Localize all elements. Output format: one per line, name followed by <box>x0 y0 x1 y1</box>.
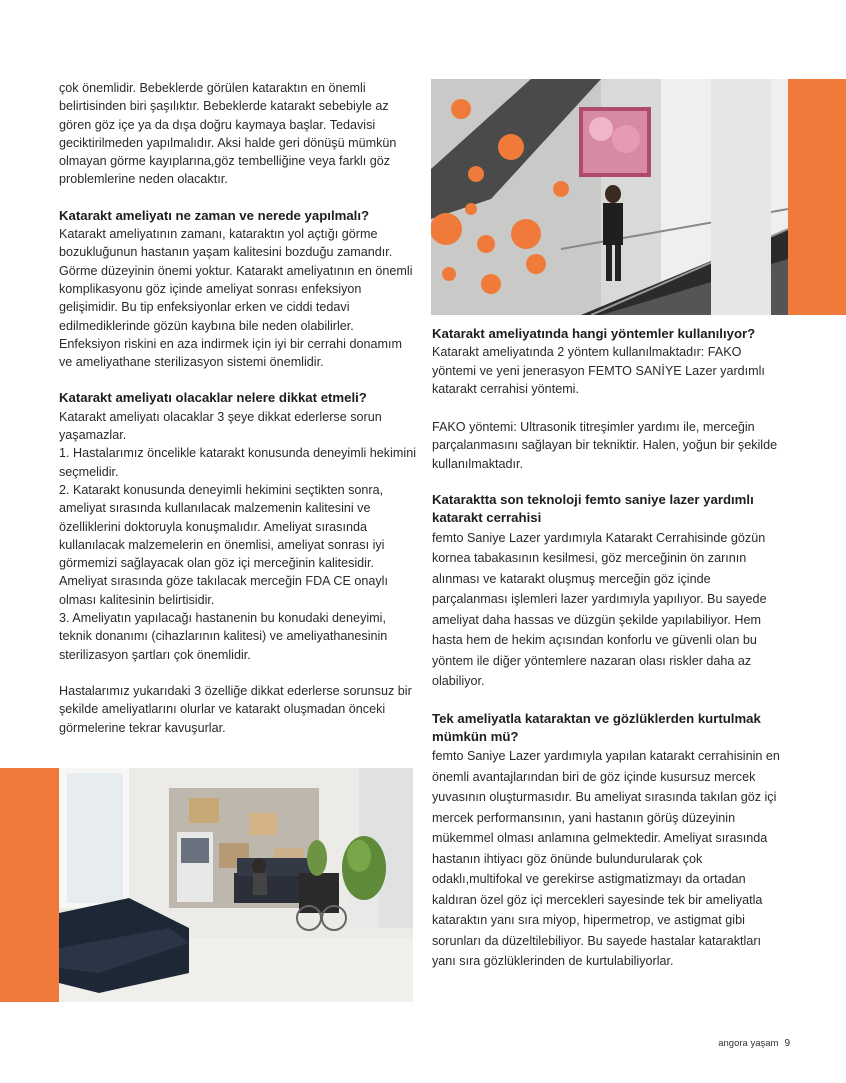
left-column <box>59 79 417 737</box>
paragraph-glasses: femto Saniye Lazer yardımıyla yapılan katarakt cerrahisinin en önemli avantajlarından biri de göz içinde kusursuz mercek yuvasının oluşturmasıdır. Bu ameliyat sırasında takılan göz içi mercek performansının, yani hastanın görüş düzeyinin mükemmel olması anlamına gelmektedir. Ameliyat sırasında hastanın ihtiyacı göz önünde bulundurularak çok odaklı,multifokal ve gerekirse astigmatizmayı da ortadan kaldıran özel göz içi mercekleri sayesinde tek bir ameliyatla kataraktın yanı sıra miyop, hipermetrop, ve astigmat gibi sorunları da düzeltilebiliyor. Bu sayede hastalar kataraktları yanı sıra gözlüklerinden de kurtulabiliyorlar. <box>432 749 780 969</box>
list-item: 2. Katarakt konusunda deneyimli hekimini seçtikten sonra, ameliyat sırasında kullanılacak malzemenin kalitesini ve özelliklerini doktoruyla konuşmalıdır. Ameliyat sırasında kullanılacak malzemelerin en önemlisi, ameliyat sonrası iyi görmemizi sağlayacak olan göz içi merceğinin kalitesidir. Ameliyat sırasında göze takılacak merceğin FDA CE onaylı olması kalitesinin belirtisidir. <box>59 482 388 607</box>
page-footer <box>718 1038 790 1049</box>
magazine-name: angora yaşam <box>718 1038 779 1049</box>
heading-when-where: Katarakt ameliyatı ne zaman ve nerede yapılmalı? <box>59 207 370 223</box>
page-number: 9 <box>784 1038 790 1049</box>
paragraph-femto: femto Saniye Lazer yardımıyla Katarakt Cerrahisinde gözün kornea tabakasının kesilmesi, göz merceğinin ön zarının alınması ve katarakt oluşmuş merceğin göz içinde parçalanması işlemleri lazer yardımıyla yapılıyor. Bu sayede ameliyat daha hassas ve düzgün şekilde yapılabiliyor. Hem hasta hem de hekim açısından konforlu ve güvenli olan bu yöntem ile diğer yöntemlere nazaran olası riskler daha az olabiliyor. <box>432 530 767 689</box>
list-item: 3. Ameliyatın yapılacağı hastanenin bu konudaki deneyimi, teknik donanımı (cihazlarının kalitesi) ve ameliyathanesinin sterilizasyon şartları çok önemlidir. <box>59 611 388 662</box>
heading-glasses: Tek ameliyatla kataraktan ve gözlüklerden kurtulmak mümkün mü? <box>432 710 761 744</box>
paragraph-attention: Katarakt ameliyatı olacaklar 3 şeye dikkat ederlerse sorun yaşamazlar. <box>59 409 382 443</box>
paragraph-methods: Katarakt ameliyatında 2 yöntem kullanılmaktadır: FAKO yöntemi ve yeni jenerasyon FEMTO SANİYE Lazer yardımlı katarakt cerrahisi yöntemi. <box>432 345 765 396</box>
intro-paragraph: çok önemlidir. Bebeklerde görülen kataraktın en önemli belirtisinden biri şaşılıktır. Bebeklerde katarakt sebebiyle az gören göz içe ya da dışa doğru kaymaya başlar. Tedavisi geciktirilmeden yapılmalıdır. Aksi halde geri dönüşü mümkün olmayan görme kayıplarına,göz tembelliğine veya farklı göz problemlerine neden olacaktır. <box>59 81 397 187</box>
list-item: 1. Hastalarımız öncelikle katarakt konusunda deneyimli hekimini seçmelidir. <box>59 446 416 479</box>
accent-bar-right <box>788 79 846 315</box>
paragraph-fako: FAKO yöntemi: Ultrasonik titreşimler yardımı ile, merceğin parçalanmasını sağlayan bir tekniktir. Halen, yoğun bir şekilde kullanılmaktadır. <box>432 420 778 471</box>
lobby-photo <box>59 768 413 1002</box>
staircase-photo <box>431 79 788 315</box>
heading-femto: Kataraktta son teknoloji femto saniye lazer yardımlı katarakt cerrahisi <box>432 492 754 526</box>
heading-attention: Katarakt ameliyatı olacaklar nelere dikkat etmeli? <box>59 390 367 406</box>
paragraph-conclusion: Hastalarımız yukarıdaki 3 özelliğe dikkat ederlerse sorunsuz bir şekilde ameliyatlarını olurlar ve katarakt oluşmadan önceki görmelerine tekrar kavuşurlar. <box>59 683 412 735</box>
accent-bar-left <box>0 768 59 1002</box>
right-column <box>432 325 782 972</box>
paragraph-when-where: Katarakt ameliyatının zamanı, kataraktın yol açtığı görme bozukluğunun hastanın yaşam kalitesini bozduğu zamandır. Görme düzeyinin önemi yoktur. Katarakt ameliyatının en önemli komplikasyonu göz içinde ameliyat sonrası enfeksiyon gelişimidir. Bu tip enfeksiyonlar erken ve ciddi tedavi edilmediklerinde gözün kaybına bile neden olabilirler. Enfeksiyon riskini en aza indirmek için iyi bir cerrahi donamım ve ameliyathane sterilizasyon sistemi önemlidir. <box>59 227 413 370</box>
heading-methods: Katarakt ameliyatında hangi yöntemler kullanılıyor? <box>432 326 756 341</box>
